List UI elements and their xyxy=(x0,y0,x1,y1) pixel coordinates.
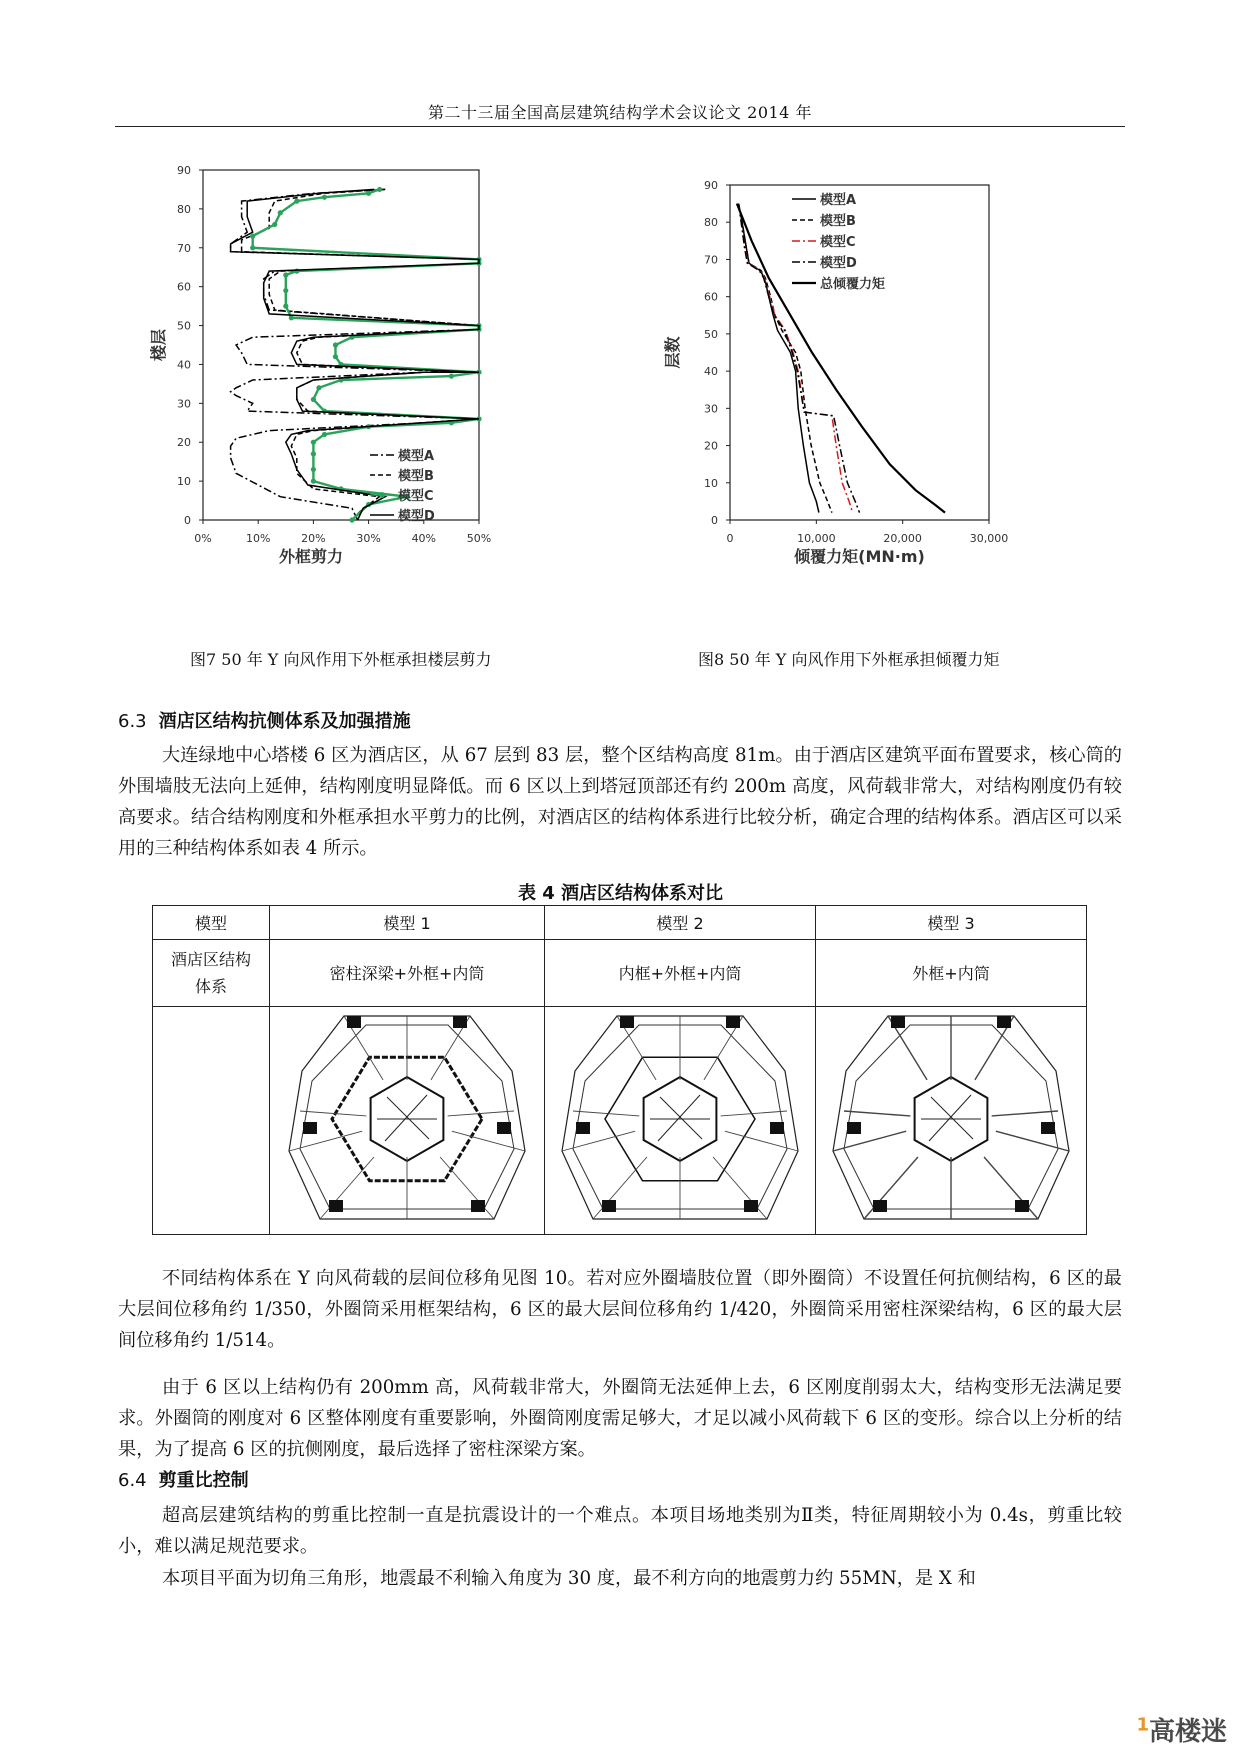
corner-column xyxy=(997,1016,1011,1028)
radial-beam xyxy=(593,1157,647,1219)
data-point xyxy=(366,191,371,196)
x-axis-label: 外框剪力 xyxy=(278,547,344,566)
radial-beam xyxy=(864,1157,918,1219)
corner-column xyxy=(576,1122,590,1134)
data-point xyxy=(322,432,327,437)
y-axis-label: 层数 xyxy=(663,336,682,369)
corner-column xyxy=(329,1200,343,1212)
data-point xyxy=(349,517,354,522)
series-line xyxy=(739,204,832,513)
data-point xyxy=(311,397,316,402)
corner-column xyxy=(873,1200,887,1212)
y-tick-label: 90 xyxy=(704,179,718,192)
paragraph: 大连绿地中心塔楼 6 区为酒店区，从 67 层到 83 层，整个区结构高度 81m。由于酒店区建筑平面布置要求，核心筒的外围墙肢无法向上延伸，结构刚度明显降低。而 6 区以上到塔冠顶部还有约 200m 高度，风荷载非常大，对结构刚度仍有较高要求。结合结构刚度和外框承担水平剪力的比例，对酒店区的结构体系进行比较分析，确定合理的结构体系。酒店区可以采用的三种结构体系如表 4 所示。 xyxy=(118,745,1122,859)
x-tick-label: 10,000 xyxy=(797,532,836,545)
data-point xyxy=(272,222,277,227)
data-point xyxy=(311,440,316,445)
radial-beam xyxy=(996,1131,1069,1151)
legend-label: 模型C xyxy=(398,489,434,504)
watermark-text: 高楼迷 xyxy=(1148,1717,1227,1747)
plan-cell xyxy=(816,1007,1087,1235)
figure7-chart xyxy=(149,164,550,620)
corner-column xyxy=(303,1122,317,1134)
data-point xyxy=(311,479,316,484)
y-tick-label: 0 xyxy=(711,514,718,527)
section-title: 剪重比控制 xyxy=(158,1470,249,1491)
radial-beam xyxy=(844,1111,910,1116)
radial-beam xyxy=(984,1157,1038,1219)
figure7-caption: 图7 50 年 Y 向风作用下外框承担楼层剪力 xyxy=(190,650,492,669)
series-line xyxy=(739,204,819,513)
data-point xyxy=(278,210,283,215)
radial-beam xyxy=(713,1157,767,1219)
data-point xyxy=(333,354,338,359)
radial-beam xyxy=(320,1157,374,1219)
site-watermark xyxy=(1136,1711,1227,1748)
paragraph: 本项目平面为切角三角形，地震最不利输入角度为 30 度，最不利方向的地震剪力约 55MN，是 X 和 xyxy=(162,1568,976,1589)
figure8-caption: 图8 50 年 Y 向风作用下外框承担倾覆力矩 xyxy=(698,650,1000,669)
radial-beam xyxy=(725,1131,798,1151)
y-tick-label: 90 xyxy=(177,164,191,177)
corner-column xyxy=(1041,1122,1055,1134)
x-tick-label: 20,000 xyxy=(883,532,922,545)
comparison-table xyxy=(152,905,1087,1235)
section-number: 6.4 xyxy=(118,1470,147,1491)
data-point xyxy=(294,199,299,204)
legend-label: 模型B xyxy=(820,214,856,229)
data-point xyxy=(311,451,316,456)
plot-frame xyxy=(203,170,479,520)
corner-column xyxy=(347,1016,361,1028)
legend-label: 模型C xyxy=(820,235,856,250)
radial-beam xyxy=(833,1131,906,1151)
table-cell: 密柱深梁+外框+内筒 xyxy=(270,940,545,1007)
y-tick-label: 50 xyxy=(177,319,191,333)
core-wall xyxy=(931,1097,973,1139)
legend-label: 模型D xyxy=(820,256,857,271)
corner-column xyxy=(847,1122,861,1134)
legend-label: 总倾覆力矩 xyxy=(820,277,886,292)
legend-label: 模型A xyxy=(398,449,435,464)
y-tick-label: 40 xyxy=(704,365,718,379)
header-rule xyxy=(115,126,1125,127)
radial-beam xyxy=(721,1111,787,1116)
corner-column xyxy=(620,1016,634,1028)
data-point xyxy=(250,245,255,250)
paragraph: 超高层建筑结构的剪重比控制一直是抗震设计的一个难点。本项目场地类别为Ⅱ类，特征周期较小为 0.4s，剪重比较小，难以满足规范要求。 xyxy=(118,1505,1122,1557)
corner-column xyxy=(602,1200,616,1212)
section-6-3-heading xyxy=(118,707,411,733)
data-point xyxy=(333,342,338,347)
data-point xyxy=(377,187,382,192)
data-point xyxy=(283,304,288,309)
table-row-label xyxy=(153,940,270,1007)
data-point xyxy=(311,467,316,472)
corner-column xyxy=(726,1016,740,1028)
x-tick-label: 0 xyxy=(726,532,734,545)
data-point xyxy=(322,195,327,200)
y-tick-label: 30 xyxy=(704,402,718,416)
y-tick-label: 50 xyxy=(704,327,718,341)
data-point xyxy=(449,374,454,379)
corner-column xyxy=(770,1122,784,1134)
series-line xyxy=(231,189,479,520)
corner-column xyxy=(744,1200,758,1212)
section-number: 6.3 xyxy=(118,711,147,732)
legend-label: 模型D xyxy=(398,509,435,524)
x-tick-label: 30,000 xyxy=(969,532,1009,545)
table-header-cell: 模型 3 xyxy=(816,906,1087,940)
table-row xyxy=(153,1007,1087,1235)
radial-beam xyxy=(440,1157,494,1219)
table-cell: 内框+外框+内筒 xyxy=(545,940,816,1007)
data-point xyxy=(283,288,288,293)
legend-label: 模型B xyxy=(398,469,434,484)
legend-marker xyxy=(379,492,385,498)
y-tick-label: 80 xyxy=(704,216,718,230)
floor-plan-model-1 xyxy=(282,1011,532,1231)
table-row xyxy=(153,940,1087,1007)
corner-column xyxy=(891,1016,905,1028)
legend-label: 模型A xyxy=(820,193,857,208)
section-6-4-heading xyxy=(118,1466,249,1492)
plot-frame xyxy=(730,185,989,520)
x-axis-label: 倾覆力矩(MN·m) xyxy=(794,547,925,566)
radial-beam xyxy=(573,1111,639,1116)
paragraph: 由于 6 区以上结构仍有 200mm 高，风荷载非常大，外圈筒无法延伸上去，6 区刚度削弱太大，结构变形无法满足要求。外圈筒的刚度对 6 区整体刚度有重要影响，外圈筒刚度需足够大，才足以减小风荷载下 6 区的变形。综合以上分析的结果，为了提高 6 区的抗侧刚度，最后选择了密柱深梁方案。 xyxy=(118,1377,1122,1460)
figure8-chart xyxy=(663,179,1080,620)
data-point xyxy=(250,234,255,239)
y-tick-label: 80 xyxy=(177,202,191,216)
table-header-cell: 模型 1 xyxy=(270,906,545,940)
row-label-line: 体系 xyxy=(194,977,227,996)
paragraph: 不同结构体系在 Y 向风荷载的层间位移角见图 10。若对应外圈墙肢位置（即外圈筒）不设置任何抗侧结构，6 区的最大层间位移角约 1/350，外圈筒采用框架结构，6 区的最大层间位移角约 1/420，外圈筒采用密柱深梁结构，6 区的最大层间位移角约 1/514。 xyxy=(118,1268,1122,1351)
series-line xyxy=(253,189,479,520)
plan-cell xyxy=(545,1007,816,1235)
series-line xyxy=(242,189,479,520)
section-title: 酒店区结构抗侧体系及加强措施 xyxy=(158,711,411,732)
x-tick-label: 30% xyxy=(356,532,381,545)
corner-column xyxy=(1015,1200,1029,1212)
plan-cell xyxy=(270,1007,545,1235)
running-header: 第二十三届全国高层建筑结构学术会议论文 2014 年 xyxy=(428,103,812,122)
y-tick-label: 70 xyxy=(177,241,191,255)
y-tick-label: 20 xyxy=(177,436,191,450)
y-tick-label: 70 xyxy=(704,253,718,267)
y-tick-label: 40 xyxy=(177,358,191,372)
y-tick-label: 0 xyxy=(184,514,191,527)
corner-column xyxy=(471,1200,485,1212)
y-tick-label: 10 xyxy=(177,475,191,489)
x-tick-label: 40% xyxy=(411,532,437,545)
row-label-line: 酒店区结构 xyxy=(170,950,251,969)
table-header-cell: 模型 2 xyxy=(545,906,816,940)
table-cell xyxy=(153,1007,270,1235)
core-wall xyxy=(387,1097,429,1139)
corner-column xyxy=(453,1016,467,1028)
y-tick-label: 30 xyxy=(177,397,191,411)
corner-column xyxy=(497,1122,511,1134)
floor-plan-model-2 xyxy=(555,1011,805,1231)
y-tick-label: 20 xyxy=(704,439,718,453)
y-tick-label: 60 xyxy=(177,280,191,294)
radial-beam xyxy=(562,1131,635,1151)
radial-beam xyxy=(992,1111,1058,1116)
radial-beam xyxy=(300,1111,366,1116)
table-cell: 外框+内筒 xyxy=(816,940,1087,1007)
floor-plan-model-3 xyxy=(826,1011,1076,1231)
x-tick-label: 50% xyxy=(466,532,492,545)
watermark-digit: 1 xyxy=(1136,1714,1149,1736)
data-point xyxy=(283,272,288,277)
table-header-row xyxy=(153,906,1087,940)
x-tick-label: 0% xyxy=(194,532,212,545)
data-point xyxy=(316,385,321,390)
series-line xyxy=(231,189,479,520)
table-header-cell: 模型 xyxy=(153,906,270,940)
data-point xyxy=(322,409,327,414)
y-tick-label: 10 xyxy=(704,476,718,490)
x-tick-label: 20% xyxy=(301,532,326,545)
x-tick-label: 10% xyxy=(245,532,271,545)
table4-caption: 表 4 酒店区结构体系对比 xyxy=(517,883,724,904)
core-wall xyxy=(660,1097,702,1139)
y-tick-label: 60 xyxy=(704,290,718,304)
y-axis-label: 楼层 xyxy=(149,328,168,362)
